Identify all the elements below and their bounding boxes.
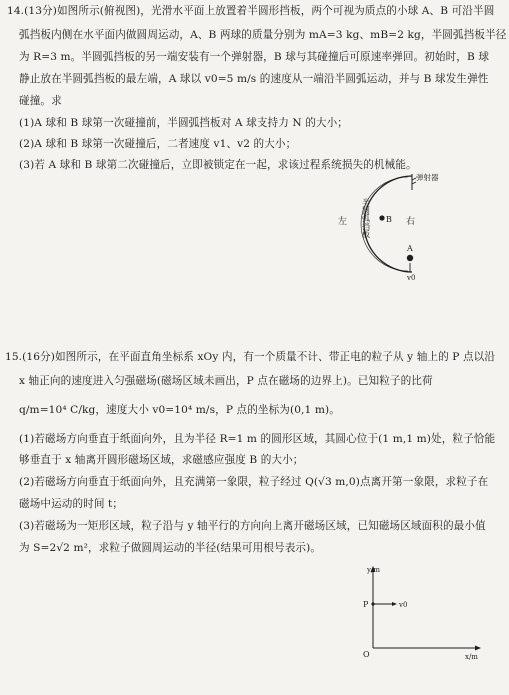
- q15-part-3b: 为 S=2√2 m²，求粒子做圆周运动的半径(结果可用根号表示)。: [19, 542, 322, 554]
- semicircle-barrier: [361, 176, 412, 272]
- q14-part-3: (3)若 A 球和 B 球第二次碰撞后，立即被锁定在一起，求该过程系统损失的机械能。: [19, 159, 417, 171]
- q15-part-1a: (1)若磁场方向垂直于纸面向外，且为半径 R=1 m 的圆形区域，其圆心位于(1 m,1 m)处，粒子恰能: [19, 433, 496, 445]
- ball-A-label: A: [407, 244, 413, 253]
- q15-line-3: q/m=10⁴ C/kg，速度大小 v0=10⁴ m/s，P 点的坐标为(0,1 m)。: [19, 404, 340, 416]
- q15-line-2: x 轴正向的速度进入匀强磁场(磁场区域未画出，P 点在磁场的边界上)。已知粒子的比荷: [19, 375, 433, 387]
- q14-line-3: 为 R=3 m。半圆弧挡板的另一端安装有一个弹射器，B 球与其碰撞后可原速率弹回。初始时，B 球: [19, 51, 490, 63]
- x-axis-arrow: [475, 646, 481, 651]
- barrier-label: 半圆弧挡板: [361, 198, 371, 238]
- ball-B-label: B: [386, 215, 392, 224]
- launcher-label: 弹射器: [416, 173, 439, 182]
- velocity-arrowhead-15: [392, 602, 397, 606]
- point-P-label: P: [363, 600, 369, 609]
- launcher-hatch-1: [412, 182, 416, 184]
- velocity-label-15: v0: [399, 601, 408, 609]
- q15-figure: [355, 562, 485, 672]
- q14-line-2: 弧挡板内侧在水平面内做圆周运动，A、B 两球的质量分别为 mA=3 kg、mB=2 kg，半圆弧挡板半径: [19, 29, 507, 41]
- q14-part-2: (2)A 球和 B 球第一次碰撞后，二者速度 v1、v2 的大小；: [19, 138, 297, 150]
- q15-part-1b: 够垂直于 x 轴离开圆形磁场区域，求磁感应强度 B 的大小；: [19, 454, 304, 466]
- q14-part-1: (1)A 球和 B 球第一次碰撞前，半圆弧挡板对 A 球支持力 N 的大小；: [19, 117, 348, 129]
- q15-part-2a: (2)若磁场方向垂直于纸面向外，且充满第一象限，粒子经过 Q(√3 m,0)点离开第一象限，求粒子在: [19, 476, 489, 488]
- right-label: 右: [406, 217, 416, 227]
- q15-part-2b: 磁场中运动的时间 t；: [19, 498, 124, 510]
- q15-part-3a: (3)若磁场为一矩形区域，粒子沿与 y 轴平行的方向向上离开磁场区域，已知磁场区域面积的最小值: [19, 520, 486, 532]
- q14-line-1: 14.(13分)如图所示(俯视图)，光滑水平面上放置着半圆形挡板，两个可视为质点的小球 A、B 可沿半圆: [7, 5, 495, 17]
- velocity-label: v0: [407, 274, 416, 282]
- x-axis-label: x/m: [465, 653, 478, 661]
- left-label: 左: [338, 217, 348, 227]
- q14-line-5: 碰撞。求: [19, 95, 62, 107]
- ball-B: [379, 215, 384, 220]
- q15-line-1: 15.(16分)如图所示，在平面直角坐标系 xOy 内，有一个质量不计、带正电的粒子从 y 轴上的 P 点以沿: [5, 351, 496, 363]
- q14-figure: [330, 168, 480, 283]
- y-axis-label: y/m: [367, 566, 380, 574]
- ball-A: [407, 255, 413, 261]
- q14-line-4: 静止放在半圆弧挡板的最左端，A 球以 v0=5 m/s 的速度从一端沿半圆弧运动，并与 B 球发生弹性: [19, 73, 489, 85]
- origin-label: O: [363, 650, 370, 659]
